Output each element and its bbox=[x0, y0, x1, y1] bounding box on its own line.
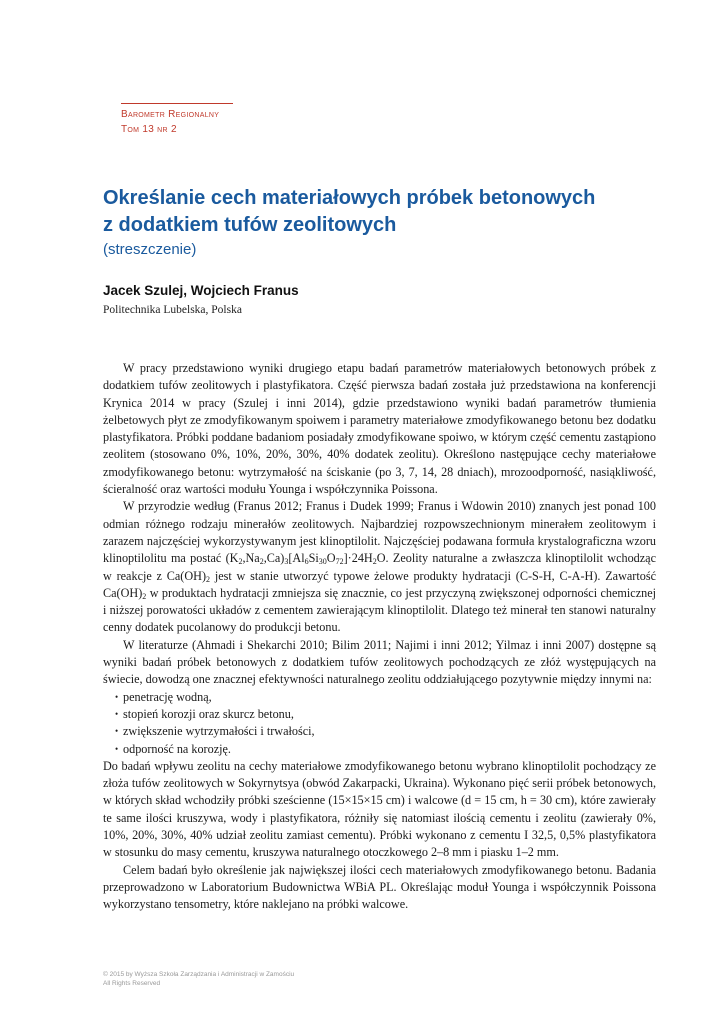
article-body bbox=[103, 360, 656, 914]
article-title bbox=[103, 185, 663, 239]
list-item: • odporność na korozję. bbox=[115, 741, 656, 758]
copyright-footer bbox=[103, 970, 294, 988]
effects-list bbox=[103, 689, 656, 758]
paragraph-4: Do badań wpływu zeolitu na cechy materiałowe zmodyfikowanego betonu wybrano klinoptilolit pochodzący ze złoża tufów zeolitowych w Sokyrnytsya (obwód Zakarpacki, Ukraina). Wykonano pięć serii próbek betonowych, w których skład wchodziły próbki sześcienne (15×15×15 cm) i walcowe (d = 15 cm, h = 30 cm), które zawierały te same ilości kruszywa, wody i plastyfikatora, różniły się natomiast ilością cementu i zeolitu (zawierały 0%, 10%, 20%, 30%, 40% udział zeolitu zamiast cementu). Próbki wykonano z cementu I 32,5, 0,5% plastyfikatora w stosunku do masy cementu, kruszywa naturalnego otoczkowego 2–8 mm i piasku 1–2 mm. bbox=[103, 758, 656, 860]
article-subtitle: (streszczenie) bbox=[103, 241, 197, 258]
list-item: • zwiększenie wytrzymałości i trwałości, bbox=[115, 723, 656, 740]
rights-line: All Rights Reserved bbox=[103, 980, 161, 987]
copyright-line: © 2015 by Wyższa Szkoła Zarządzania i Administracji w Zamościu bbox=[103, 971, 295, 978]
journal-issue: Tom 13 nr 2 bbox=[121, 124, 177, 135]
article-affiliation: Politechnika Lubelska, Polska bbox=[103, 304, 242, 316]
article-authors: Jacek Szulej, Wojciech Franus bbox=[103, 283, 299, 298]
title-line-1: Określanie cech materiałowych próbek betonowych bbox=[103, 187, 596, 209]
journal-name: Barometr Regionalny bbox=[121, 109, 220, 120]
journal-header bbox=[121, 103, 233, 137]
paragraph-1: W pracy przedstawiono wyniki drugiego etapu badań parametrów materiałowych betonowych próbek z dodatkiem tufów zeolitowych i plastyfikatora. Część pierwsza badań została już przedstawiona na konferencji Krynica 2014 w pracy (Szulej i inni 2014), gdzie przedstawiono wyniki badań parametrów tłumienia żelbetowych płyt ze zmodyfikowanym spoiwem i parametry materiałowe zmodyfikowanego betonu bez dodatku plastyfikatora. Próbki poddane badaniom posiadały zmodyfikowane spoiwo, w którym część cementu zastąpiono zeolitem (stosowano 0%, 10%, 20%, 30%, 40% dodatek zeolitu). Określono następujące cechy materiałowe zmodyfikowanego betonu: wytrzymałość na ściskanie (po 3, 7, 14, 28 dniach), mrozoodporność, nasiąkliwość, ścieralność oraz wartości modułu Younga i współczynnika Poissona. bbox=[103, 361, 656, 497]
journal-rule bbox=[121, 103, 233, 104]
bullet-icon: • bbox=[115, 726, 119, 737]
bullet-icon: • bbox=[115, 743, 119, 754]
paragraph-2: W przyrodzie według (Franus 2012; Franus i Dudek 1999; Franus i Wdowin 2010) znanych jest ponad 100 odmian różnego rodzaju minerałów zeolitowych. Najbardziej rozpowszechnionym minerałem zeolitowym i zarazem najczęściej wykorzystywanym jest klinoptilolit. Najczęściej podawana formuła krystalograficzna wzoru klinoptilolitu ma postać $(K_2,Na_2,Ca)_3[Al_6Si_{30}O_{72}]\cdot 24H_2O$. Zeolity naturalne a zwłaszcza klinoptilolit wchodząc w reakcje z $Ca(OH)_2$ jest w stanie utworzyć typowe żelowe produkty hydratacji (C-S-H, C-A-H). Zawartość $Ca(OH)_2$ w produktach hydratacji zmniejsza się znacznie, co jest przyczyną zwiększonej odporności chemicznej i niższej porowatości układów z cementem zawierającym klinoptilolit. Dlatego też minerał ten stanowi naturalny cenny dodatek pucolanowy do produkcji betonu. bbox=[103, 499, 656, 635]
title-line-2: z dodatkiem tufów zeolitowych bbox=[103, 214, 397, 236]
paragraph-3: W literaturze (Ahmadi i Shekarchi 2010; Bilim 2011; Najimi i inni 2012; Yilmaz i inni 2007) dostępne są wyniki badań próbek betonowych z dodatkiem tufów zeolitowych pochodzących ze złóż występujących na świecie, dowodzą one znacznej efektywności naturalnego zeolitu oddziałującego pozytywnie między innymi na: bbox=[103, 637, 656, 687]
bullet-icon: • bbox=[115, 691, 119, 702]
bullet-icon: • bbox=[115, 708, 119, 719]
list-item: • stopień korozji oraz skurcz betonu, bbox=[115, 706, 656, 723]
list-item: • penetrację wodną, bbox=[115, 689, 656, 706]
paragraph-5: Celem badań było określenie jak największej ilości cech materiałowych zmodyfikowanego betonu. Badania przeprowadzono w Laboratorium Budownictwa WBiA PL. Określając moduł Younga i współczynnik Poissona wykorzystano tensometry, które naklejano na próbki walcowe. bbox=[103, 862, 656, 912]
